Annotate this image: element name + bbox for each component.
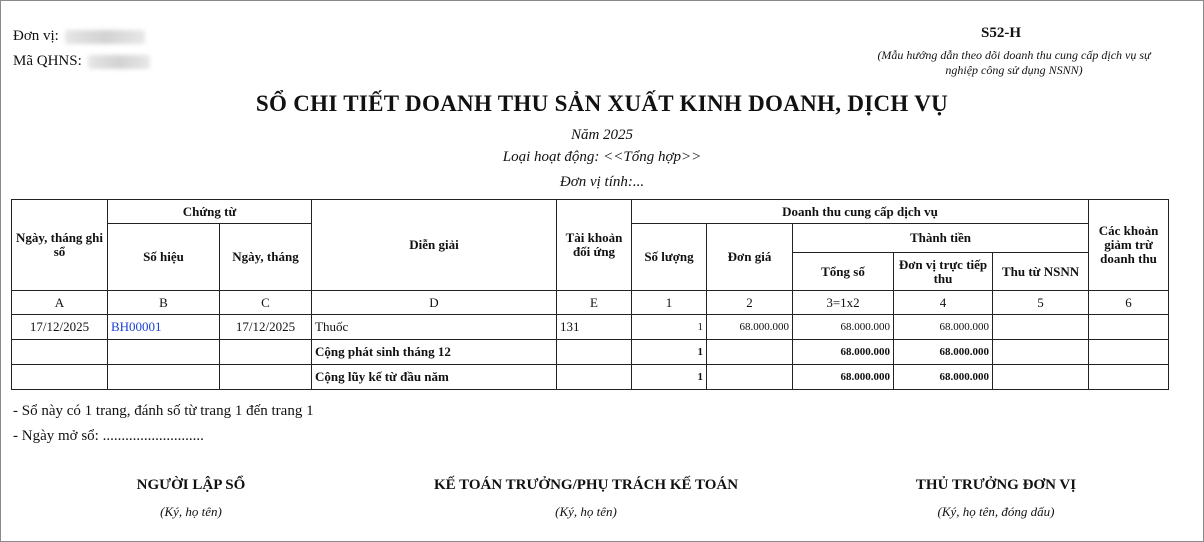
col-description-header: Diễn giải [312, 200, 557, 291]
signature-head-of-unit [881, 477, 1111, 520]
row-total: 68.000.000 [793, 315, 894, 340]
column-code: E [557, 291, 632, 315]
row-quantity: 1 [632, 365, 707, 390]
row-account [557, 365, 632, 390]
column-code: 5 [993, 291, 1089, 315]
column-code: B [108, 291, 220, 315]
row-description: Thuốc [312, 315, 557, 340]
col-deductions-header: Các khoản giảm trừ doanh thu [1089, 200, 1169, 291]
row-direct: 68.000.000 [894, 315, 993, 340]
column-code: 1 [632, 291, 707, 315]
row-voucher-date [220, 340, 312, 365]
row-description: Cộng phát sinh tháng 12 [312, 340, 557, 365]
ledger-notes [13, 399, 314, 449]
signature-sub: (Ký, họ tên, đóng dấu) [937, 504, 1055, 519]
column-code: C [220, 291, 312, 315]
signature-title: KẾ TOÁN TRƯỞNG/PHỤ TRÁCH KẾ TOÁN [433, 477, 739, 493]
col-amount-header: Thành tiền [793, 224, 1089, 253]
row-deductions [1089, 315, 1169, 340]
col-total-header: Tổng số [793, 253, 894, 291]
row-total: 68.000.000 [793, 365, 894, 390]
column-code: A [12, 291, 108, 315]
row-account: 131 [557, 315, 632, 340]
page-title: SỔ CHI TIẾT DOANH THU SẢN XUẤT KINH DOANH, DỊCH VỤ [255, 91, 949, 116]
column-code: D [312, 291, 557, 315]
form-code: S52-H [980, 25, 1021, 41]
signature-chief-accountant [411, 477, 761, 520]
row-voucher-date: 17/12/2025 [220, 315, 312, 340]
row-voucher-date [220, 365, 312, 390]
row-account [557, 340, 632, 365]
col-voucher-date-header: Ngày, tháng [220, 224, 312, 291]
col-quantity-header: Số lượng [632, 224, 707, 291]
voucher-link[interactable]: BH00001 [108, 315, 220, 340]
column-code: 2 [707, 291, 793, 315]
column-code-row [12, 291, 1169, 315]
row-nsnn [993, 315, 1089, 340]
activity-line: Loại hoạt động: <<Tổng hợp>> [502, 149, 702, 165]
row-nsnn [993, 365, 1089, 390]
row-unit-price [707, 340, 793, 365]
row-nsnn [993, 340, 1089, 365]
signature-preparer [91, 477, 291, 520]
row-quantity: 1 [632, 340, 707, 365]
col-nsnn-header: Thu từ NSNN [993, 253, 1089, 291]
col-direct-header: Đơn vị trực tiếp thu [894, 253, 993, 291]
unit-line [13, 24, 150, 49]
row-voucher-no [108, 340, 220, 365]
row-total: 68.000.000 [793, 340, 894, 365]
signature-sub: (Ký, họ tên) [160, 504, 222, 519]
note-open-date: - Ngày mở sổ: ........................... [13, 428, 204, 444]
row-unit-price [707, 365, 793, 390]
table-row [12, 315, 1169, 340]
row-direct: 68.000.000 [894, 365, 993, 390]
column-code: 3=1x2 [793, 291, 894, 315]
col-unit-price-header: Đơn giá [707, 224, 793, 291]
signature-title: NGƯỜI LẬP SỔ [136, 477, 246, 493]
qhns-line [13, 49, 150, 74]
signature-title: THỦ TRƯỞNG ĐƠN VỊ [915, 477, 1077, 493]
form-note: (Mẫu hướng dẫn theo dõi doanh thu cung cấp dịch vụ sự nghiệp công sử dụng NSNN) [877, 48, 1151, 77]
row-unit-price: 68.000.000 [707, 315, 793, 340]
col-revenue-header: Doanh thu cung cấp dịch vụ [632, 200, 1089, 224]
row-direct: 68.000.000 [894, 340, 993, 365]
qhns-code-redacted [88, 55, 150, 69]
row-deductions [1089, 365, 1169, 390]
row-date: 17/12/2025 [12, 315, 108, 340]
unit-info [13, 24, 150, 74]
col-voucher-no-header: Số hiệu [108, 224, 220, 291]
row-voucher-no [108, 365, 220, 390]
row-description: Cộng lũy kế từ đầu năm [312, 365, 557, 390]
col-account-header: Tài khoản đối ứng [557, 200, 632, 291]
row-date [12, 365, 108, 390]
revenue-ledger-table [11, 199, 1169, 390]
unit-name-redacted [65, 30, 145, 44]
note-pages: - Sổ này có 1 trang, đánh số từ trang 1 đến trang 1 [13, 403, 314, 419]
qhns-label: Mã QHNS: [13, 53, 82, 69]
table-row [12, 340, 1169, 365]
unit-of-measure: Đơn vị tính:... [559, 174, 645, 190]
signature-sub: (Ký, họ tên) [555, 504, 617, 519]
col-date-header: Ngày, tháng ghi sổ [12, 200, 108, 291]
row-quantity: 1 [632, 315, 707, 340]
column-code: 4 [894, 291, 993, 315]
unit-label: Đơn vị: [13, 28, 59, 44]
table-row [12, 365, 1169, 390]
row-deductions [1089, 340, 1169, 365]
year-line: Năm 2025 [570, 127, 634, 143]
column-code: 6 [1089, 291, 1169, 315]
row-date [12, 340, 108, 365]
col-voucher-header: Chứng từ [108, 200, 312, 224]
